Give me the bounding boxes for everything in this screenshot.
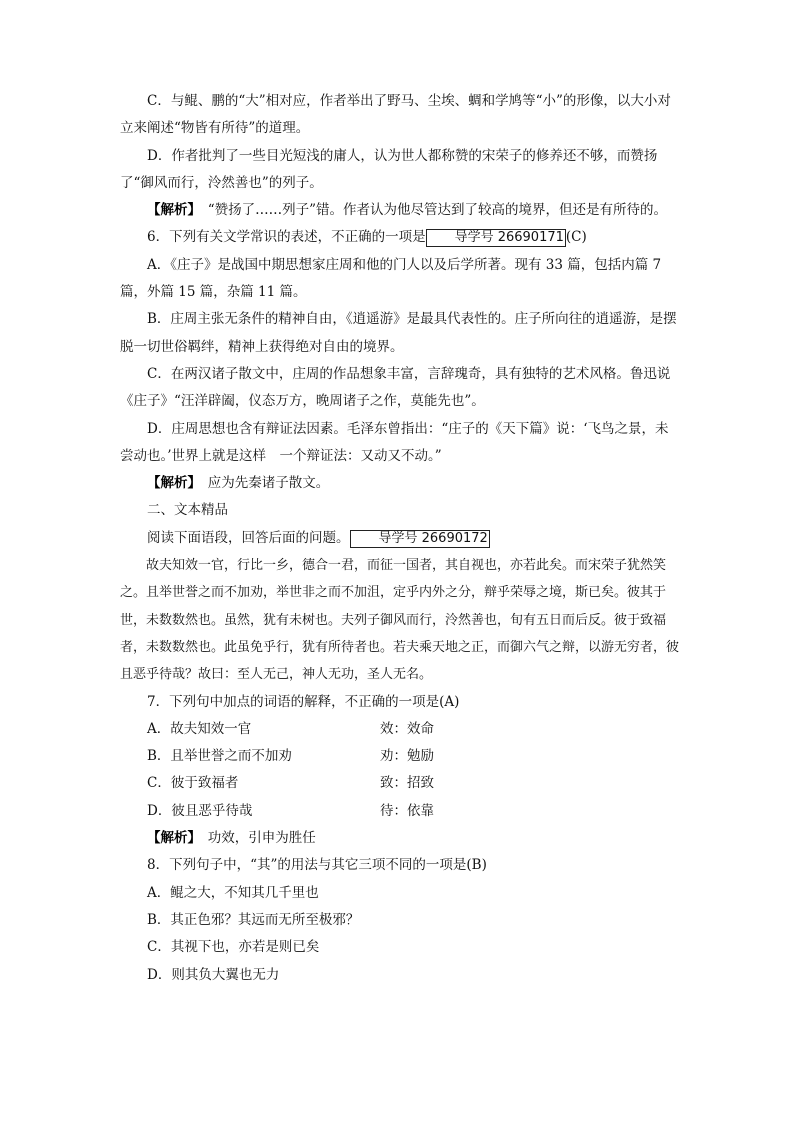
q7-stem: 7．下列句中加点的词语的解释，不正确的一项是(A) — [147, 693, 460, 710]
q7-option-right: 致：招致 — [380, 775, 434, 792]
reading-instruction — [120, 525, 680, 552]
q7-row — [120, 716, 680, 743]
q6-analysis — [120, 470, 680, 497]
q8-option-a: A．鲲之大，不知其几千里也 — [147, 884, 319, 901]
q5-option-d: D．作者批判了一些目光短浅的庸人，认为世人都称赞的宋荣子的修养还不够，而赞扬了“御风而行，泠然善也”的列子。 — [120, 147, 658, 191]
q7-row — [120, 770, 680, 797]
guide-tag[interactable]: 导学号 26690172 — [350, 530, 490, 548]
q7-option-left: D．彼且恶乎待哉 — [147, 802, 253, 819]
q7-option-left: C．彼于致福者 — [147, 775, 239, 792]
q7-analysis — [120, 825, 680, 852]
q6-option-b: B．庄周主张无条件的精神自由，《逍遥游》是最具代表性的。庄子所向往的逍遥游，是摆脱一切世俗羁绊，精神上获得绝对自由的境界。 — [120, 311, 677, 355]
q5-analysis — [120, 197, 680, 224]
q7-row — [120, 798, 680, 825]
q6-stem-text: 6．下列有关文学常识的表述，不正确的一项是 — [147, 229, 426, 246]
q7-option-left: B．且举世誉之而不加劝 — [147, 748, 292, 765]
section-heading: 二、文本精品 — [147, 502, 228, 519]
q5-option-c: C．与鲲、鹏的“大”相对应，作者举出了野马、尘埃、蜩和学鸠等“小”的形像，以大小对立来阐述“物皆有所待”的道理。 — [120, 93, 671, 137]
q7-option-right: 效：效命 — [380, 720, 434, 737]
analysis-text: 应为先秦诸子散文。 — [207, 475, 330, 492]
instruction-text: 阅读下面语段，回答后面的问题。 — [147, 529, 350, 546]
analysis-text: “赞扬了……列子”错。作者认为他尽管达到了较高的境界，但还是有所待的。 — [207, 202, 668, 219]
q8-option-c: C．其视下也，亦若是则已矣 — [147, 939, 320, 956]
analysis-label: 【解析】 — [147, 475, 195, 492]
q7-row — [120, 743, 680, 770]
q7-option-right: 待：依靠 — [380, 802, 434, 819]
q6-option-c: C．在两汉诸子散文中，庄周的作品想象丰富，言辞瑰奇，具有独特的艺术风格。鲁迅说《庄子》“汪洋辟阖，仪态万方，晚周诸子之作，莫能先也”。 — [120, 365, 671, 410]
analysis-label: 【解析】 — [147, 202, 195, 219]
q8-option-d: D．则其负大翼也无力 — [147, 966, 280, 983]
analysis-text: 功效，引申为胜任 — [207, 830, 316, 847]
q7-option-left: A．故夫知效一官 — [147, 720, 252, 737]
document-body — [120, 88, 680, 989]
q6-answer: (C) — [565, 229, 587, 246]
reading-passage: 故夫知效一官，行比一乡，德合一君，而征一国者，其自视也，亦若此矣。而宋荣子犹然笑之。且举世誉之而不加劝，举世非之而不加沮，定乎内外之分，辩乎荣辱之境，斯已矣。彼其于世，未数数然也。虽然，犹有未树也。夫列子御风而行，泠然善也，旬有五日而后反。彼于致福者，未数数然也。此虽免乎行，犹有所待者也。若夫乘天地之正，而御六气之辩，以游无穷者，彼且恶乎待哉？故曰：至人无己，神人无功，圣人无名。 — [120, 558, 680, 683]
q8-stem: 8．下列句子中，“其”的用法与其它三项不同的一项是(B) — [147, 857, 487, 874]
guide-tag[interactable]: 导学号 26690171 — [426, 229, 566, 247]
q8-option-b: B．其正色邪？其远而无所至极邪？ — [147, 911, 360, 928]
analysis-label: 【解析】 — [147, 830, 195, 847]
q7-option-right: 劝：勉励 — [380, 748, 434, 765]
q6-stem — [120, 224, 680, 251]
q6-option-d: D．庄周思想也含有辩证法因素。毛泽东曾指出：“庄子的《天下篇》说：‘飞鸟之景，未尝动也。’世界上就是这样 一个辩证法：又动又不动。” — [120, 420, 669, 464]
q6-option-a: A．《庄子》是战国中期思想家庄周和他的门人以及后学所著。现有 33 篇，包括内篇 7 篇，外篇 15 篇，杂篇 11 篇。 — [120, 256, 662, 301]
